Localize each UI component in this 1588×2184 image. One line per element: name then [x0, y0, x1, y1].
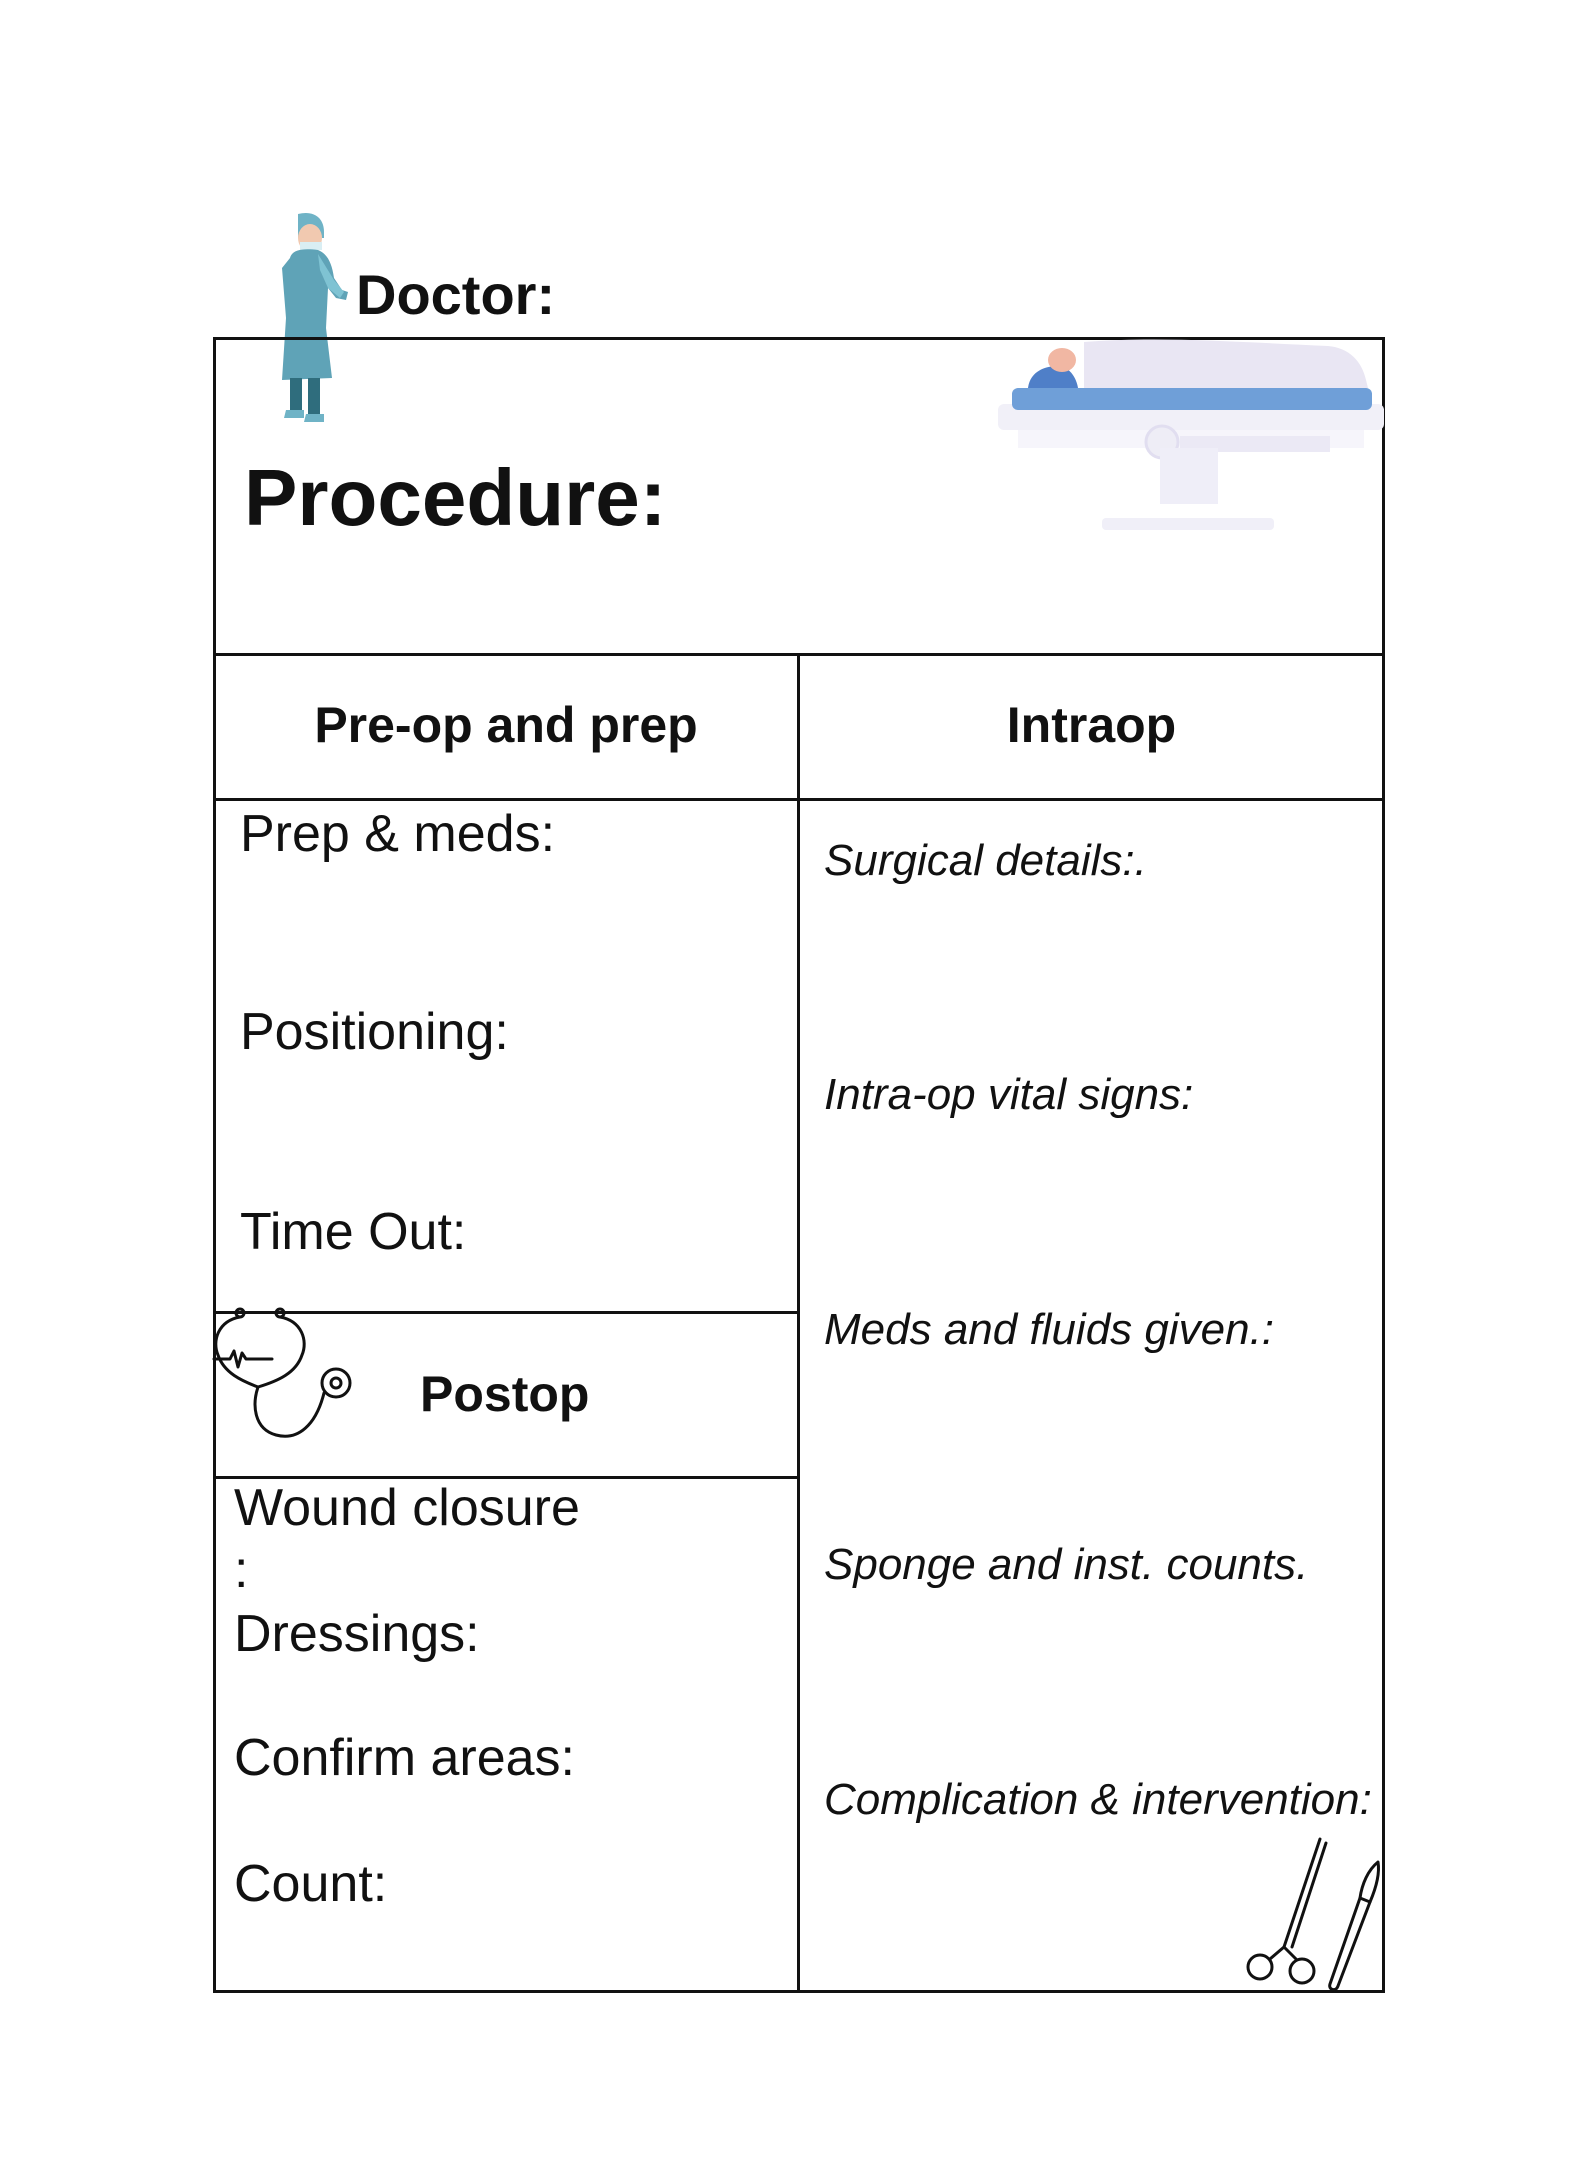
surgeon-icon	[262, 208, 352, 432]
column-divider	[797, 653, 800, 1993]
scissors-icon	[1240, 1835, 1330, 1995]
preop-column-title: Pre-op and prep	[314, 697, 698, 753]
positioning-field: Positioning:	[240, 1003, 509, 1061]
complication-intervention-field: Complication & intervention:	[824, 1775, 1372, 1824]
patient-on-operating-table-icon	[998, 336, 1384, 532]
count-field: Count:	[234, 1855, 388, 1913]
stethoscope-icon	[212, 1305, 364, 1445]
form-border-left	[213, 337, 216, 1993]
time-out-field: Time Out:	[240, 1203, 467, 1261]
intraop-column-title: Intraop	[1006, 697, 1177, 753]
prep-meds-field: Prep & meds:	[240, 805, 556, 863]
intraop-vital-signs-field: Intra-op vital signs:	[824, 1070, 1194, 1119]
scalpel-icon	[1320, 1858, 1384, 1994]
doctor-label: Doctor:	[356, 263, 556, 326]
meds-fluids-field: Meds and fluids given.:	[824, 1305, 1275, 1354]
wound-closure-field: Wound closure	[234, 1479, 580, 1537]
dressings-field: Dressings:	[234, 1605, 480, 1663]
confirm-areas-field: Confirm areas:	[234, 1729, 575, 1787]
surgical-details-field: Surgical details:.	[824, 836, 1147, 885]
wound-closure-colon: :	[234, 1541, 249, 1599]
postop-section-title: Postop	[420, 1366, 590, 1422]
sponge-inst-counts-field: Sponge and inst. counts.	[824, 1540, 1309, 1589]
form-border-right	[1382, 337, 1385, 1993]
procedure-label: Procedure:	[244, 453, 667, 542]
